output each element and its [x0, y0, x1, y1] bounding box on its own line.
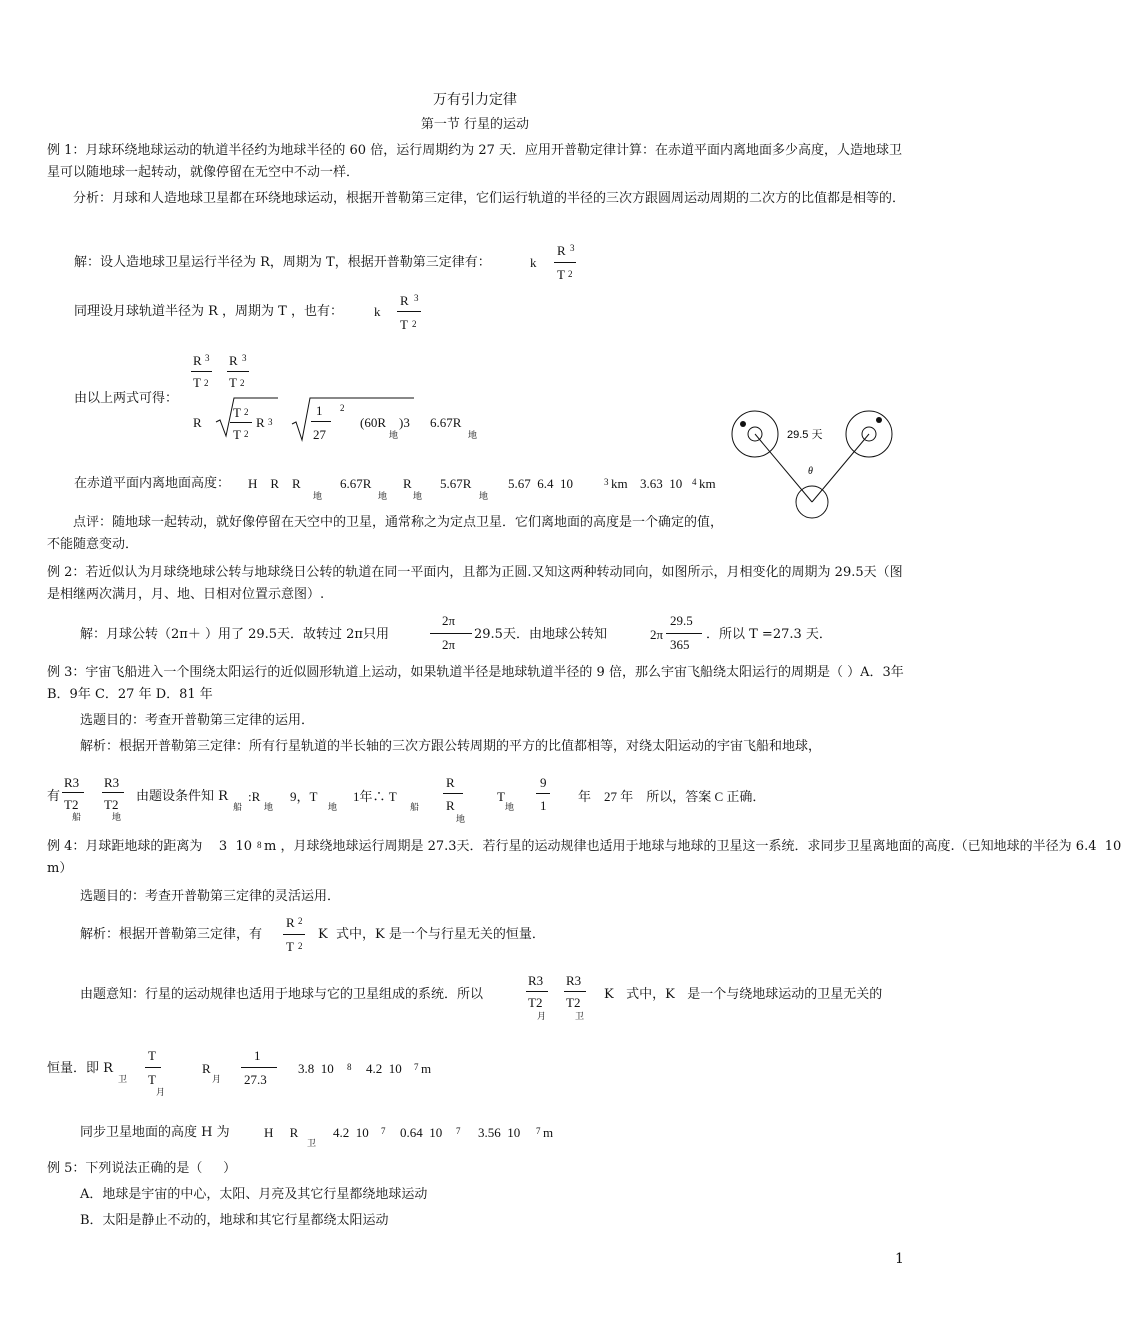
ex4-analysis-b: K 式中，K 是一个与行星无关的恒量．	[318, 927, 545, 942]
ex1-root2-27: 27	[313, 427, 326, 442]
ex4-topic-b: K 式中，K 是一个与绕地球运动的卫星无关的	[604, 987, 883, 1002]
ex1-height-567: 5.67R	[440, 476, 472, 491]
ex3-frac-b-num: R3	[104, 775, 120, 790]
ex2-two-pi: 2π	[650, 627, 664, 642]
ex1-from-both: 由以上两式可得：	[74, 391, 179, 406]
ex3-year27: 年 27 年 所以，答案 C 正确．	[578, 789, 766, 804]
ex3-sub-chuan: 船	[233, 802, 243, 812]
ex2-frac2-den: 365	[670, 637, 690, 652]
ex1-root-frac-num-exp: 2	[244, 407, 249, 417]
ex3-ratio-den: R	[446, 798, 455, 813]
ex4-frac-den-exp: 2	[298, 941, 303, 951]
ex3-ratio-bar	[443, 793, 463, 794]
ex1-eq-frac-b-den: T	[229, 375, 237, 390]
ex4-frac-27: 27.3	[244, 1072, 267, 1087]
ex4-question-exp: 8	[257, 840, 262, 850]
ex3-frac-a-den: T2	[64, 797, 79, 812]
ex3-frac9-num: 9	[540, 775, 547, 790]
ex1-height-km2: km	[699, 476, 716, 491]
ex3-ratio-den-sub: 地	[456, 814, 466, 824]
ex3-colon-R: :R	[248, 789, 261, 804]
ex1-height-sub-2: 地	[378, 491, 388, 501]
moon-right	[876, 417, 882, 423]
ex1-height-sub-3: 地	[413, 491, 423, 501]
ex5-option-b: B．太阳是静止不动的，地球和其它行星都绕太阳运动	[80, 1213, 389, 1228]
ex1-eq-frac-a-num: R	[193, 353, 202, 368]
ex3-T-sub: 地	[505, 802, 515, 812]
ex4-frac-one: 1	[254, 1048, 261, 1063]
ex1-height-sub-4: 地	[479, 491, 489, 501]
ex4-analysis-a: 解析：根据开普勒第三定律，有	[80, 927, 263, 942]
ex1-eq-frac-a-den: T	[193, 375, 201, 390]
ex2-frac2-bar	[666, 633, 702, 634]
ex3-have: 有	[47, 789, 61, 804]
ex4-sync-v3: 3.56 10	[478, 1125, 521, 1140]
ex1-eq-frac-b-num: R	[229, 353, 238, 368]
ex1-height-R: R	[403, 476, 412, 491]
ex1-root-R3-exp: 3	[268, 417, 273, 427]
ex4-const-frac-num: T	[148, 1048, 156, 1063]
ex1-frac2-den-exp: 2	[412, 319, 417, 329]
ex3-purpose: 选题目的：考查开普勒第三定律的运用．	[80, 713, 315, 728]
ex1-eq-frac-a-bar	[191, 371, 212, 372]
ex2-sol-b: 29.5天．由地球公转知	[474, 627, 607, 642]
ex1-root-frac-num: T	[233, 405, 241, 420]
ex3-one-year: 1年∴ T	[353, 789, 397, 804]
ex4-purpose: 选题目的：考查开普勒第三定律的灵活运用．	[80, 889, 341, 904]
ex1-root-result: 6.67R	[430, 415, 462, 430]
ex4-res-m: m	[421, 1061, 432, 1076]
ex3-frac9-den: 1	[540, 798, 547, 813]
ex1-frac2-num: R	[400, 293, 409, 308]
ex1-k-1: k	[530, 255, 537, 270]
ex3-question: 例 3：宇宙飞船进入一个围绕太阳运行的近似圆形轨道上运动，如果轨道半径是地球轨道半径的 9 倍，那么宇宙飞船绕太阳运行的周期是（ ）A．3年 B．9年 C．27 年 D．81 年	[47, 665, 904, 702]
ex1-root-frac-den-exp: 2	[244, 429, 249, 439]
ex4-sync-v2: 0.64 10	[400, 1125, 443, 1140]
ex1-root-frac-den: T	[233, 427, 241, 442]
ex4-topic-a: 由题意知：行星的运动规律也适用于地球与它的卫星组成的系统．所以	[80, 987, 484, 1002]
ex1-frac1-num-exp: 3	[570, 243, 575, 253]
ex1-height-km1: km	[611, 476, 628, 491]
ex3-sub-di-2: 地	[328, 802, 338, 812]
ex4-topic-frac-b-num: R3	[566, 973, 582, 988]
ex1-solution-1: 解：设人造地球卫星运行半径为 R，周期为 T，根据开普勒第三定律有：	[74, 255, 491, 270]
ex4-sync-e1: 7	[381, 1126, 386, 1136]
section-title: 第一节 行星的运动	[420, 117, 530, 132]
ex1-k-2: k	[374, 304, 381, 319]
ex2-frac-num: 2π	[442, 613, 456, 628]
ex4-sync-v1: 4.2 10	[333, 1125, 369, 1140]
ex4-frac-num: R	[286, 915, 295, 930]
diagram-theta-label: θ	[808, 466, 813, 477]
ex2-frac-bar	[430, 633, 472, 634]
ex3-sub-di: 地	[264, 802, 274, 812]
moon-left	[740, 421, 746, 427]
ex3-sub-chuan-2: 船	[410, 802, 420, 812]
ex1-height-num1: 5.67 6.4 10	[508, 476, 573, 491]
ex4-sync-e2: 7	[456, 1126, 461, 1136]
ex3-line-mid: 由题设条件知 R	[136, 789, 228, 804]
ex3-frac-a-num: R3	[64, 775, 80, 790]
ex4-res-exp: 8	[347, 1062, 352, 1072]
ex1-height-num2: 3.63 10	[640, 476, 683, 491]
ex4-const-frac-den: T	[148, 1072, 156, 1087]
ex4-topic-frac-a-sub: 月	[537, 1011, 547, 1021]
ex2-frac-den: 2π	[442, 637, 456, 652]
ex1-height-H-R-R: H R R	[248, 476, 301, 491]
ex4-topic-frac-a-num: R3	[528, 973, 544, 988]
ex4-const-frac-bar	[145, 1067, 161, 1068]
ex4-res: 3.8 10	[298, 1061, 334, 1076]
ex4-question-a: 例 4：月球距地球的距离为 3 10	[47, 839, 253, 854]
ex1-root2-di: 地	[389, 430, 399, 440]
ex1-frac2-bar	[397, 311, 421, 312]
ex1-frac1-den: T	[557, 267, 565, 282]
ex1-root-result-sub: 地	[468, 430, 478, 440]
ex1-comment: 点评：随地球一起转动，就好像停留在天空中的卫星，通常称之为定点卫星．它们离地面的高度是一个确定的值，不能随意变动．	[47, 515, 724, 552]
ex5-question: 例 5：下列说法正确的是（ ）	[47, 1161, 237, 1176]
ex1-frac1-bar	[554, 262, 576, 263]
ex1-eq-frac-a-den-exp: 2	[204, 378, 209, 388]
ex4-sync-sub: 卫	[307, 1138, 317, 1148]
ex1-eq-frac-a-num-exp: 3	[205, 353, 210, 363]
ex1-eq-frac-b-num-exp: 3	[242, 353, 247, 363]
ex3-frac-a-bar	[62, 792, 84, 793]
ex3-frac-b-den: T2	[104, 797, 119, 812]
ex1-frac1-num: R	[557, 243, 566, 258]
ex1-root2-60R: (60R	[360, 415, 386, 430]
ex5-option-a: A．地球是宇宙的中心，太阳、月亮及其它行星都绕地球运动	[80, 1187, 428, 1202]
ex4-R-yue-sub: 月	[212, 1074, 222, 1084]
ex4-res2-exp: 7	[414, 1062, 419, 1072]
ex4-const-sub: 卫	[118, 1074, 128, 1084]
ex4-sync: 同步卫星地面的高度 H 为	[80, 1125, 230, 1140]
page-number: 1	[895, 1251, 904, 1267]
ex1-root2-cube: )3	[399, 415, 410, 430]
ex1-frac2-den: T	[400, 317, 408, 332]
moon-phase-diagram	[728, 405, 900, 523]
ex1-question: 例 1：月球环绕地球运动的轨道半径约为地球半径的 60 倍，运行周期约为 27 天．应用开普勒定律计算：在赤道平面内离地面多少高度，人造地球卫星可以随地球一起转动，就像停留在无空中不动一样．	[47, 143, 903, 180]
ex4-R-yue: R	[202, 1061, 211, 1076]
ex1-root-frac-bar	[230, 422, 252, 423]
ex2-question: 例 2：若近似认为月球绕地球公转与地球绕日公转的轨道在同一平面内，且都为正圆.又知这两种转动同向，如图所示，月相变化的周期为 29.5天（图是相继两次满月，月、地、日相对位置示意图）.	[47, 565, 903, 602]
ex2-sol-a: 解：月球公转（2π＋ ）用了 29.5天．故转过 2π只用	[80, 627, 389, 642]
ex1-height-667: 6.67R	[340, 476, 372, 491]
ex4-frac-den: T	[286, 939, 294, 954]
ex4-topic-frac-b-den: T2	[566, 995, 581, 1010]
ex1-root2-sq: 2	[340, 403, 345, 413]
ex1-root-R3: R	[256, 415, 265, 430]
ex4-frac-bar	[283, 934, 305, 935]
ex1-height-label: 在赤道平面内离地面高度：	[74, 476, 231, 491]
ex3-nine: 9，T	[290, 789, 318, 804]
ex1-height-exp3: 3	[604, 477, 609, 487]
ex4-topic-frac-b-bar	[564, 991, 586, 992]
ex1-eq-frac-b-bar	[227, 371, 249, 372]
ex1-solution-2: 同理设月球轨道半径为 R ，周期为 T ，也有：	[74, 304, 343, 319]
ex4-question-b: m ，月球绕地球运行周期是 27.3天．若行星的运动规律也适用于地球与地球的卫星这一系统．求同步卫星离地面的高度.（已知地球的半径为 6.4 10	[264, 839, 1121, 854]
ex3-frac9-bar	[536, 793, 550, 794]
ex3-frac-b-sub: 地	[112, 812, 122, 822]
ex4-sync-e3: 7	[536, 1126, 541, 1136]
ex4-topic-frac-b-sub: 卫	[575, 1011, 585, 1021]
ex4-sync-expr: H R	[264, 1125, 299, 1140]
ex4-question-c: m）	[47, 861, 73, 876]
ex3-ratio-num: R	[446, 775, 455, 790]
page-title: 万有引力定律	[433, 92, 517, 108]
ex4-topic-frac-a-bar	[526, 991, 548, 992]
ex2-frac2-num: 29.5	[670, 613, 693, 628]
ex1-root2-one: 1	[316, 403, 323, 418]
ex4-topic-frac-a-den: T2	[528, 995, 543, 1010]
ex3-frac-b-bar	[102, 792, 124, 793]
ex4-const-frac-den-sub: 月	[156, 1087, 166, 1097]
ex1-root2-bar	[311, 421, 331, 422]
ex4-frac-27-bar	[241, 1067, 277, 1068]
ex4-const: 恒量．即 R	[47, 1061, 113, 1076]
ex4-res2: 4.2 10	[366, 1061, 402, 1076]
ex1-frac2-num-exp: 3	[414, 293, 419, 303]
ex4-sync-m: m	[543, 1125, 554, 1140]
diagram-period-label: 29.5 天	[787, 429, 823, 441]
ex1-root-R: R	[193, 415, 202, 430]
ex1-frac1-den-exp: 2	[568, 269, 573, 279]
ex1-analysis: 分析：月球和人造地球卫星都在环绕地球运动，根据开普勒第三定律，它们运行轨道的半径的三次方跟圆周运动周期的二次方的比值都是相等的．	[73, 191, 906, 206]
ex2-sol-c: ．所以 T =27.3 天．	[706, 627, 832, 642]
ex3-frac-a-sub: 船	[72, 812, 82, 822]
ex1-eq-frac-b-den-exp: 2	[240, 378, 245, 388]
ex1-height-exp4: 4	[692, 477, 697, 487]
ex3-analysis: 解析：根据开普勒第三定律：所有行星轨道的半长轴的三次方跟公转周期的平方的比值都相等，对绕太阳运动的宇宙飞船和地球，	[80, 739, 822, 754]
ex3-T: T	[497, 789, 505, 804]
ex1-height-sub-1: 地	[313, 491, 323, 501]
ex4-frac-num-exp: 2	[298, 916, 303, 926]
